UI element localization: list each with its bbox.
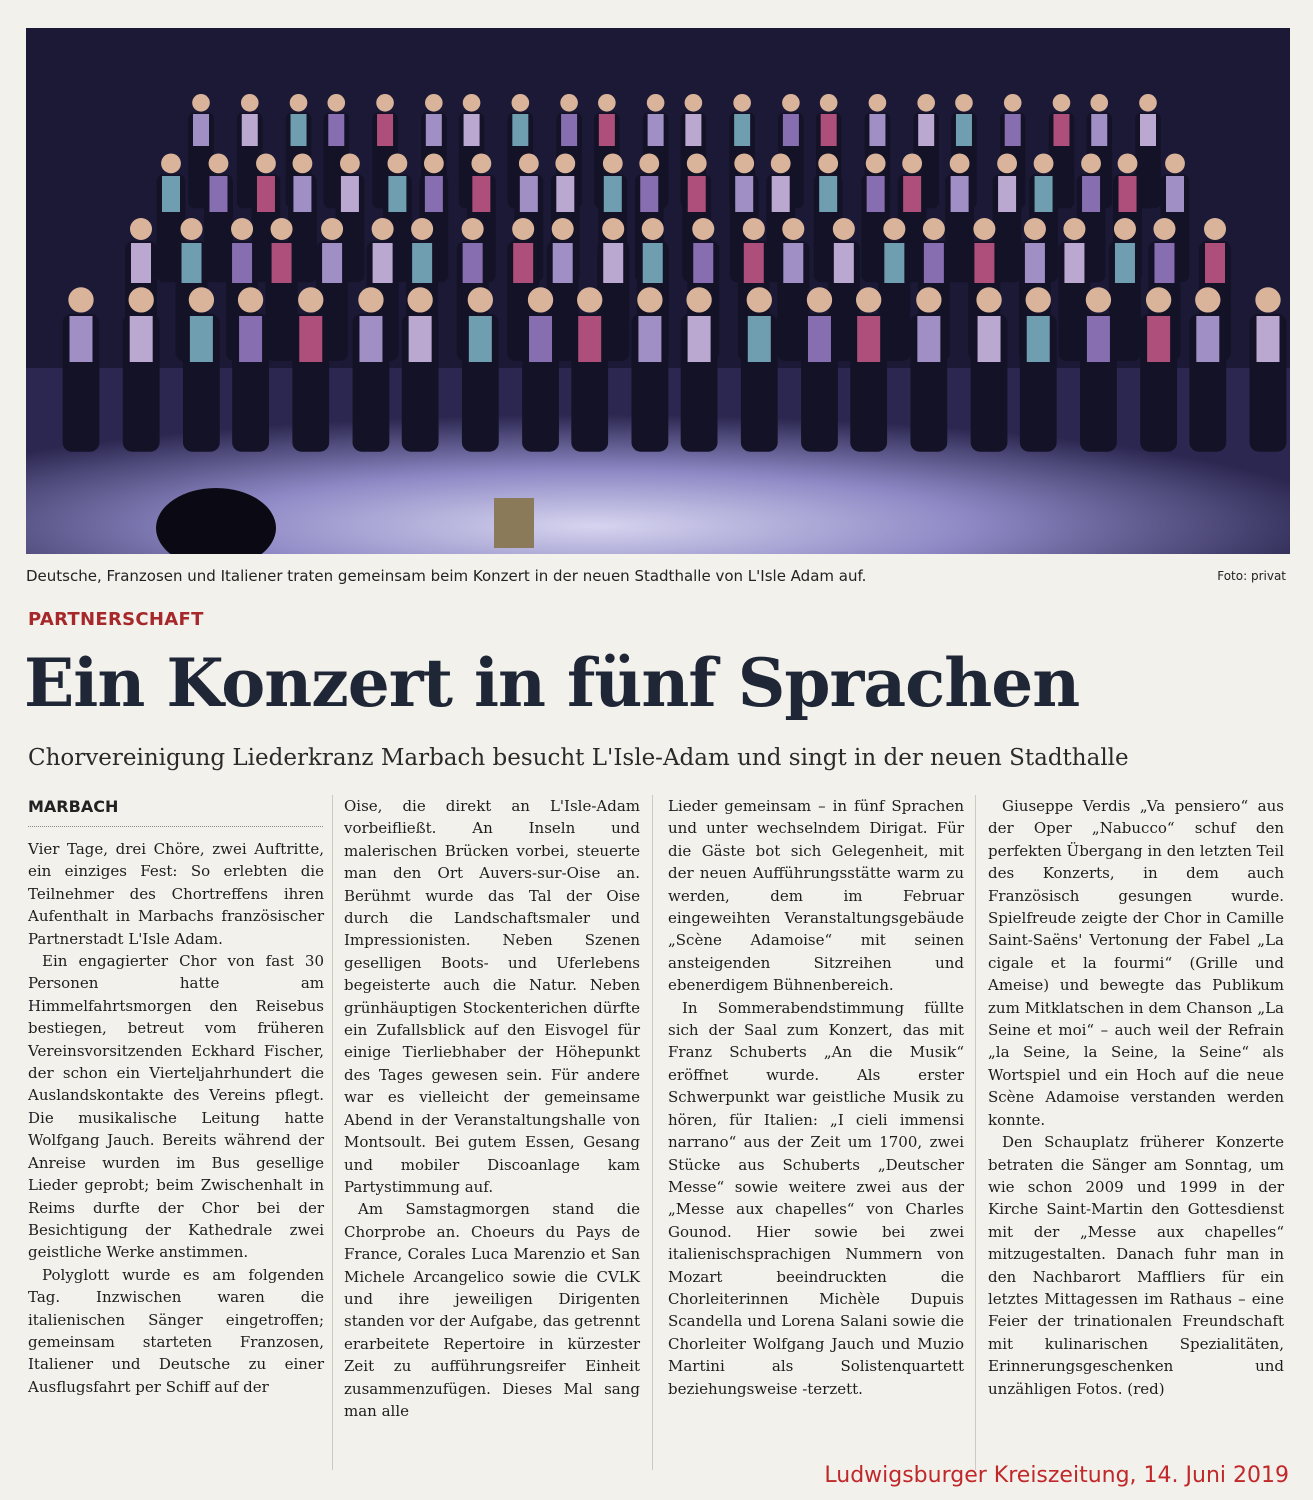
caption-text: Deutsche, Franzosen und Italiener traten gemeinsam beim Konzert in der neuen Stadthalle von L'Isle Adam auf. [26,567,867,585]
article-column-1 [28,838,324,1398]
paragraph: In Sommerabendstimmung füllte sich der Saal zum Konzert, das mit Franz Schuberts „An die Musik“ eröffnet wurde. Als erster Schwerpunkt war geistliche Musik zu hören, für Italien: „I cieli immensi narrano“ aus der Zeit um 1700, zwei Stücke aus Schuberts „Deutscher Messe“ sowie weitere zwei aus der „Messe aux chapelles“ von Charles Gounod. Hier sowie bei zwei italienischsprachigen Nummern von Mozart beeindruckten die Chorleiterinnen Michèle Dupuis Scandella und Lorena Salani sowie die Chorleiter Wolfgang Jauch und Muzio Martini als Solistenquartett beziehungsweise -terzett. [668,998,964,1398]
source-note: Ludwigsburger Kreiszeitung, 14. Juni 2019 [824,1463,1289,1488]
dateline: MARBACH [28,797,119,816]
paragraph: Giuseppe Verdis „Va pensiero“ aus der Oper „Nabucco“ schuf den perfekten Übergang in den letzten Teil des Konzerts, in dem auch Französisch gesungen wurde. Spielfreude zeigte der Chor in Camille Saint-Saëns' Vertonung der Fabel „La cigale et la fourmi“ (Grille und Ameise) und bewegte das Publikum zum Mitklatschen in dem Chanson „La Seine et moi“ – auch weil der Refrain „la Seine, la Seine, la Seine“ als Wortspiel und ein Hoch auf die neue Scène Adamoise verstanden werden konnte. [988,797,1284,1129]
column-divider [652,795,653,1470]
dateline-divider [28,826,323,827]
article-column-2 [344,795,640,1422]
paragraph: Den Schauplatz früherer Konzerte betraten die Sänger am Sonntag, um wie schon 2009 und 1999 in der Kirche Saint-Martin den Gottesdienst mit der „Messe aux chapelles“ mitzugestalten. Danach fuhr man in den Nachbarort Maffliers für ein letztes Mittagessen im Rathaus – eine Feier der trinationalen Freundschaft mit kulinarischen Spezialitäten, Erinnerungsgeschenken und unzähligen Fotos. (red) [988,1133,1284,1398]
paragraph: Vier Tage, drei Chöre, zwei Auftritte, ein einziges Fest: So erlebten die Teilnehmer des Chortreffens ihren Aufenthalt in Marbachs französischer Partnerstadt L'Isle Adam. [28,840,324,948]
paragraph: Am Samstagmorgen stand die Chorprobe an. Choeurs du Pays de France, Corales Luca Marenzio et San Michele Arcangelico sowie die CVLK und ihre jeweiligen Dirigenten standen vor der Aufgabe, das getrennt erarbeitete Repertoire in kürzester Zeit zu aufführungsreifer Einheit zusammenzufügen. Dieses Mal sang man alle [344,1200,640,1420]
article-column-4 [988,795,1284,1400]
column-divider [975,795,976,1470]
paragraph: Oise, die direkt an L'Isle-Adam vorbeifließt. An Inseln und malerischen Brücken vorbei, steuerte man den Ort Auvers-sur-Oise an. Berühmt wurde das Tal der Oise durch die Landschaftsmaler und Impressionisten. Neben Szenen geselligen Boots- und Uferlebens begeisterte auch die Natur. Neben grünhäuptigen Stockenterichen dürfte ein Zufallsblick auf den Eisvogel für einige Tierliebhaber der Höhepunkt des Tages gewesen sein. Für andere war es vielleicht der gemeinsame Abend in der Veranstaltungshalle von Montsoult. Bei gutem Essen, Gesang und mobiler Discoanlage kam Partystimmung auf. [344,797,640,1196]
section-kicker: PARTNERSCHAFT [28,609,204,630]
photo-credit: Foto: privat [1217,569,1286,583]
choir-photo [26,28,1290,554]
paragraph: Polyglott wurde es am folgenden Tag. Inzwischen waren die italienischen Sänger eingetroffen; gemeinsam starteten Franzosen, Italiener und Deutsche zu einer Ausflugsfahrt per Schiff auf der [28,1265,324,1396]
column-divider [332,795,333,1470]
article-subhead: Chorvereinigung Liederkranz Marbach besucht L'Isle-Adam und singt in der neuen Stadthalle [28,745,1129,771]
paragraph: Ein engagierter Chor von fast 30 Personen hatte am Himmelfahrtsmorgen den Reisebus bestiegen, betreut vom früheren Vereinsvorsitzenden Eckhard Fischer, der schon ein Vierteljahrhundert die Auslandskontakte des Vereins pflegt. Die musikalische Leitung hatte Wolfgang Jauch. Bereits während der Anreise wurden im Bus gesellige Lieder geprobt; beim Zwischenhalt in Reims durfte der Chor bei der Besichtigung der Kathedrale zwei geistliche Werke anstimmen. [28,952,324,1262]
paragraph: Lieder gemeinsam – in fünf Sprachen und unter wechselndem Dirigat. Für die Gäste bot sich Gelegenheit, mit der neuen Aufführungsstätte warm zu werden, dem im Februar eingeweihten Veranstaltungsgebäude „Scène Adamoise“ mit seinen ansteigenden Sitzreihen und ebenerdigem Bühnenbereich. [668,797,964,995]
photo-caption [26,567,1290,591]
article-headline: Ein Konzert in fünf Sprachen [24,644,1080,722]
article-column-3 [668,795,964,1400]
